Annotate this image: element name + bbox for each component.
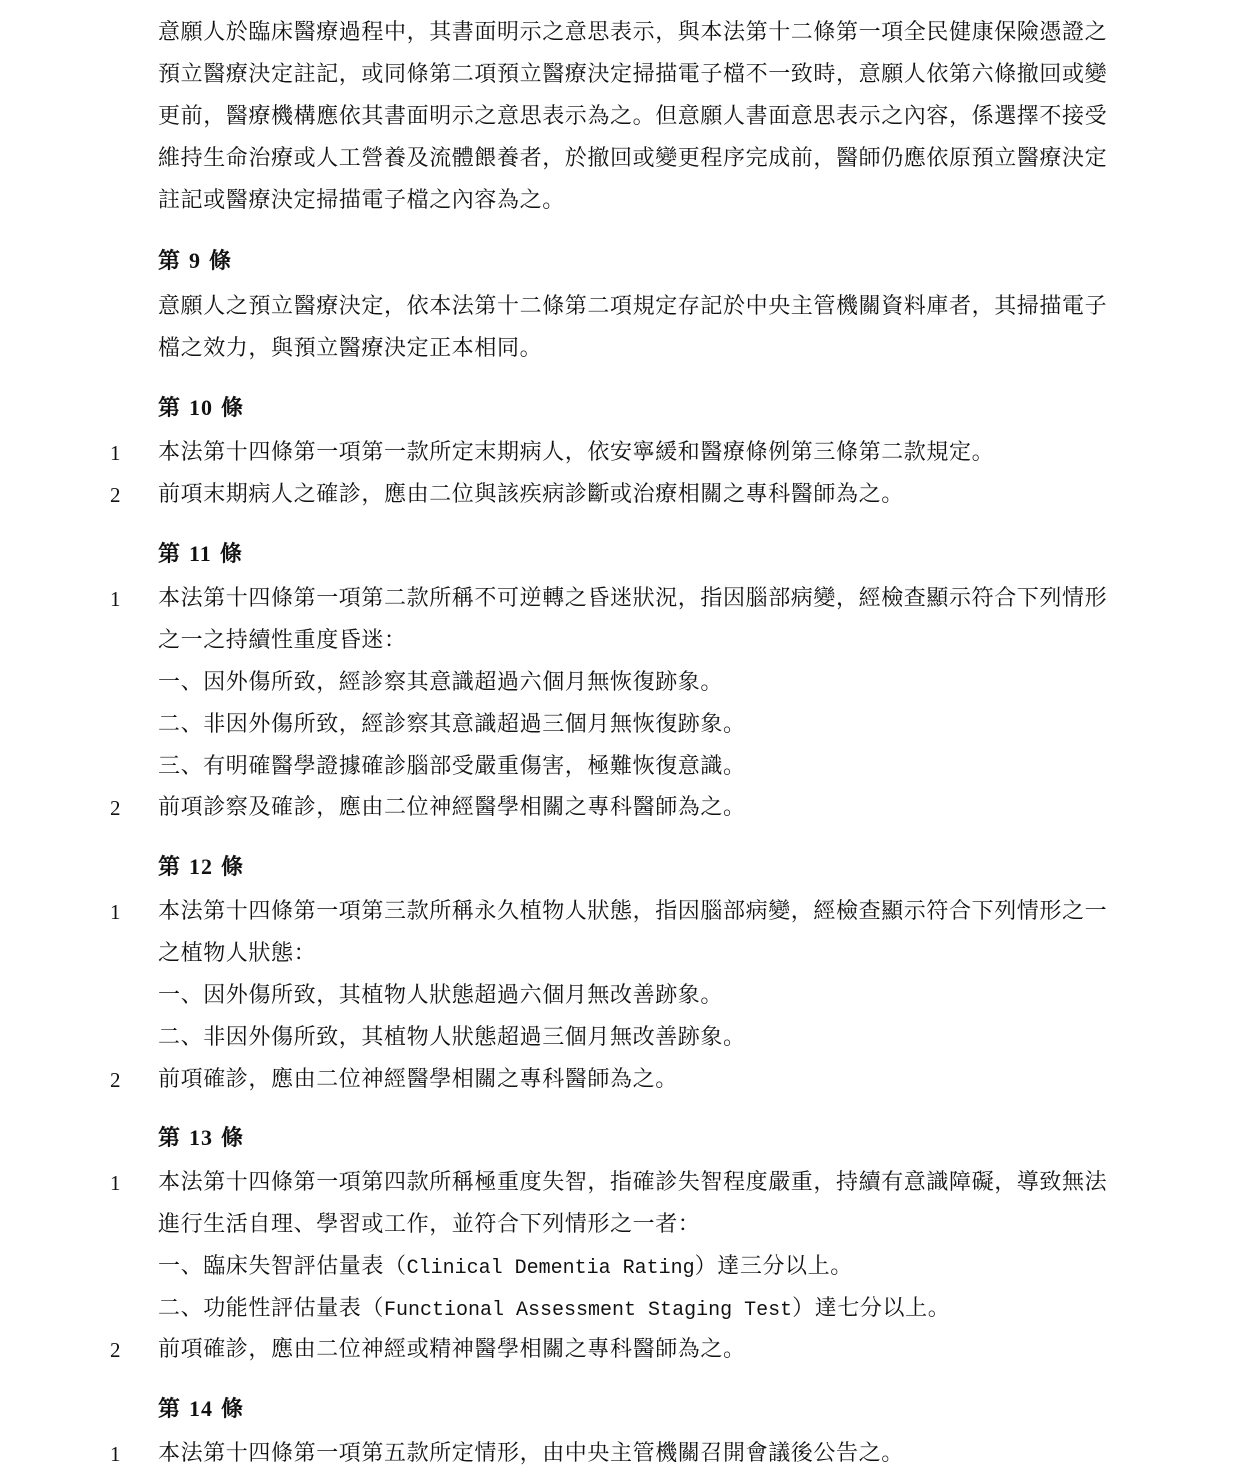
item-prefix: 一、臨床失智評估量表（	[158, 1254, 407, 1279]
article-11-item: 三、有明確醫學證據確診腦部受嚴重傷害，極難恢復意識。	[158, 754, 746, 779]
article-14-para-1-line: 本法第十四條第一項第五款所定情形，由中央主管機關召開會議後公告之。	[158, 1441, 904, 1466]
article-heading-14	[158, 1396, 244, 1422]
intro-line: 意願人於臨床醫療過程中，其書面明示之意思表示，與本法第十二條第一項全民健康保險憑證之	[158, 20, 1108, 45]
paragraph-number: 2	[110, 483, 121, 507]
article-12-para-2-line: 前項確診，應由二位神經醫學相關之專科醫師為之。	[158, 1067, 678, 1092]
article-12-para-1-line: 之植物人狀態：	[158, 941, 317, 966]
article-11-para-1-line: 本法第十四條第一項第二款所稱不可逆轉之昏迷狀況，指因腦部病變，經檢查顯示符合下列情形	[158, 586, 1108, 611]
article-suffix: 條	[209, 248, 233, 274]
article-number: 13	[189, 1125, 214, 1150]
article-prefix: 第	[158, 541, 182, 567]
article-11-item: 一、因外傷所致，經診察其意識超過六個月無恢復跡象。	[158, 670, 724, 695]
paragraph-number: 2	[110, 1068, 121, 1092]
article-11-para-1-line: 之一之持續性重度昏迷：	[158, 628, 407, 653]
article-prefix: 第	[158, 395, 182, 421]
article-10-para-2-line: 前項末期病人之確診，應由二位與該疾病診斷或治療相關之專科醫師為之。	[158, 482, 904, 507]
paragraph-number: 1	[110, 1171, 121, 1195]
paragraph-number: 2	[110, 796, 121, 820]
article-heading-11	[158, 541, 243, 567]
article-11-para-2-line: 前項診察及確診，應由二位神經醫學相關之專科醫師為之。	[158, 795, 746, 820]
article-13-para-1-line: 進行生活自理、學習或工作，並符合下列情形之一者：	[158, 1212, 701, 1237]
intro-line: 維持生命治療或人工營養及流體餵養者，於撤回或變更程序完成前，醫師仍應依原預立醫療決定	[158, 146, 1108, 171]
article-heading-10	[158, 395, 244, 421]
item-prefix: 二、功能性評估量表（	[158, 1296, 385, 1321]
article-10-para-1-line: 本法第十四條第一項第一款所定末期病人，依安寧緩和醫療條例第三條第二款規定。	[158, 440, 995, 465]
paragraph-number: 2	[110, 1338, 121, 1362]
intro-line: 預立醫療決定註記，或同條第二項預立醫療決定掃描電子檔不一致時，意願人依第六條撤回或變	[158, 62, 1108, 87]
article-suffix: 條	[219, 541, 243, 567]
article-prefix: 第	[158, 854, 182, 880]
paragraph-number: 1	[110, 441, 121, 465]
item-english-term: Functional Assessment Staging Test	[384, 1299, 793, 1322]
article-12-item: 一、因外傷所致，其植物人狀態超過六個月無改善跡象。	[158, 983, 724, 1008]
paragraph-number: 1	[110, 1442, 121, 1466]
article-heading-12	[158, 854, 244, 880]
article-suffix: 條	[221, 395, 245, 421]
article-suffix: 條	[221, 854, 245, 880]
article-13-para-1-line: 本法第十四條第一項第四款所稱極重度失智，指確診失智程度嚴重，持續有意識障礙，導致無法	[158, 1170, 1108, 1195]
article-13-item	[158, 1296, 1128, 1324]
article-prefix: 第	[158, 248, 182, 274]
item-suffix: ）達七分以上。	[792, 1296, 951, 1321]
article-13-item	[158, 1254, 1128, 1282]
paragraph-number: 1	[110, 900, 121, 924]
article-12-para-1-line: 本法第十四條第一項第三款所稱永久植物人狀態，指因腦部病變，經檢查顯示符合下列情形之一	[158, 899, 1108, 924]
article-9-line: 意願人之預立醫療決定，依本法第十二條第二項規定存記於中央主管機關資料庫者，其掃描電子	[158, 294, 1108, 319]
article-13-para-2-line: 前項確診，應由二位神經或精神醫學相關之專科醫師為之。	[158, 1337, 746, 1362]
article-number: 11	[189, 541, 212, 566]
paragraph-number: 1	[110, 587, 121, 611]
article-prefix: 第	[158, 1125, 182, 1151]
article-heading-9	[158, 248, 232, 274]
item-suffix: ）達三分以上。	[694, 1254, 853, 1279]
article-number: 12	[189, 854, 214, 879]
article-11-item: 二、非因外傷所致，經診察其意識超過三個月無恢復跡象。	[158, 712, 746, 737]
intro-line: 更前，醫療機構應依其書面明示之意思表示為之。但意願人書面意思表示之內容，係選擇不接受	[158, 104, 1108, 129]
article-prefix: 第	[158, 1396, 182, 1422]
article-12-item: 二、非因外傷所致，其植物人狀態超過三個月無改善跡象。	[158, 1025, 746, 1050]
intro-line: 註記或醫療決定掃描電子檔之內容為之。	[158, 188, 565, 213]
article-number: 10	[189, 395, 214, 420]
article-number: 9	[189, 248, 202, 273]
article-suffix: 條	[221, 1396, 245, 1422]
item-english-term: Clinical Dementia Rating	[406, 1257, 695, 1280]
article-9-line: 檔之效力，與預立醫療決定正本相同。	[158, 336, 543, 361]
article-number: 14	[189, 1396, 214, 1421]
article-suffix: 條	[221, 1125, 245, 1151]
article-heading-13	[158, 1125, 244, 1151]
